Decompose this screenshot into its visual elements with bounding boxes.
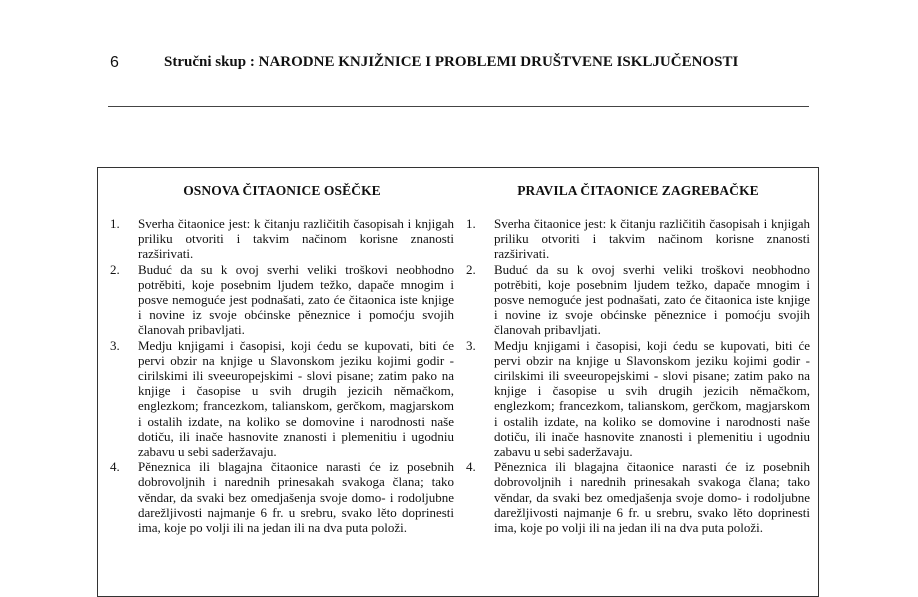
item-text: Sverha čitaonice jest: k čitanju različitih časopisah i knjigah priliku otvoriti i takvim načinom korisne znanosti razširivati.	[138, 216, 454, 262]
right-article-list	[466, 216, 810, 535]
running-header: Stručni skup : NARODNE KNJIŽNICE I PROBLEMI DRUŠTVENE ISKLJUČENOSTI	[164, 54, 739, 70]
right-column	[466, 183, 810, 535]
item-number: 4.	[110, 459, 120, 475]
left-article-list	[110, 216, 454, 535]
item-number: 3.	[466, 337, 476, 353]
list-item	[110, 262, 454, 338]
list-item	[466, 262, 810, 338]
item-text: Medju knjigami i časopisi, koji ćedu se kupovati, biti će pervi obzir na knjige u Slavonskom jeziku kojimi godir - cirilskimi ili sveeuropejskimi - slovi pisane; zatim pako na knjige i časopise u svih drugih jezicih němačkom, englezkom; francezkom, talianskom, gerčkom, magjarskom i ostalih izdate, na koliko se domovine i narodnosti naše dotiču, ili inače hasnovite znanosti i plemenitiu i ugodniu zabavu u sebi saderžavaju.	[138, 337, 454, 460]
item-number: 1.	[110, 216, 120, 231]
list-item	[466, 338, 810, 460]
list-item	[110, 338, 454, 460]
list-item	[466, 459, 810, 535]
list-item	[466, 216, 810, 262]
item-text: Buduć da su k ovoj sverhi veliki troškovi neobhodno potrěbiti, koje posebnim ljudem težko, dapače mnogim i posve nemoguće jest podnašati, zato će čitaonica iste knjige i novine iz svoje obćinske pěneznice i pomoćju svojih članovah pribavljati.	[138, 261, 454, 338]
item-text: Medju knjigami i časopisi, koji ćedu se kupovati, biti će pervi obzir na knjige u Slavonskom jeziku kojimi godir - cirilskimi ili sveeuropejskimi - slovi pisane; zatim pako na knjige i časopise u svih drugih jezicih němačkom, englezkom; francezkom, talianskom, gerčkom, magjarskom i ostalih izdate, na koliko se domovine i narodnosti naše dotiču, ili inače hasnovite znanosti i plemenitiu i ugodniu zabavu u sebi saderžavaju.	[494, 337, 810, 460]
left-column	[110, 183, 454, 535]
item-text: Pěneznica ili blagajna čitaonice narasti će iz posebnih dobrovoljnih i narednih prinesakah svakoga člana; tako věndar, da svaki bez omedjašenja svoje domo- i rodoljubne darežljivosti najmanje 6 fr. u srebru, svako lěto doprinesti ima, koje po volji ili na jedan ili na dva puta položi.	[138, 459, 454, 536]
list-item	[110, 459, 454, 535]
item-number: 4.	[466, 459, 476, 475]
item-number: 3.	[110, 337, 120, 353]
page-number: 6	[110, 54, 119, 71]
item-number: 2.	[466, 261, 476, 277]
list-item	[110, 216, 454, 262]
header-divider	[108, 106, 809, 107]
right-column-title: PRAVILA ČITAONICE ZAGREBAČKE	[517, 183, 759, 198]
item-text: Buduć da su k ovoj sverhi veliki troškovi neobhodno potrěbiti, koje posebnim ljudem težko, dapače mnogim i posve nemoguće jest podnašati, zato će čitaonica iste knjige i novine iz svoje obćinske pěneznice i pomoćju svojih članovah pribavljati.	[494, 261, 810, 338]
item-text: Sverha čitaonice jest: k čitanju različitih časopisah i knjigah priliku otvoriti i takvim načinom korisne znanosti razširivati.	[494, 216, 810, 262]
item-number: 1.	[466, 216, 476, 231]
left-column-title: OSNOVA ČITAONICE OSĚČKE	[183, 183, 381, 198]
item-number: 2.	[110, 261, 120, 277]
comparison-table	[97, 167, 819, 597]
item-text: Pěneznica ili blagajna čitaonice narasti će iz posebnih dobrovoljnih i narednih prinesakah svakoga člana; tako věndar, da svaki bez omedjašenja svoje domo- i rodoljubne darežljivosti najmanje 6 fr. u srebru, svako lěto doprinesti ima, koje po volji ili na jedan ili na dva puta položi.	[494, 459, 810, 536]
